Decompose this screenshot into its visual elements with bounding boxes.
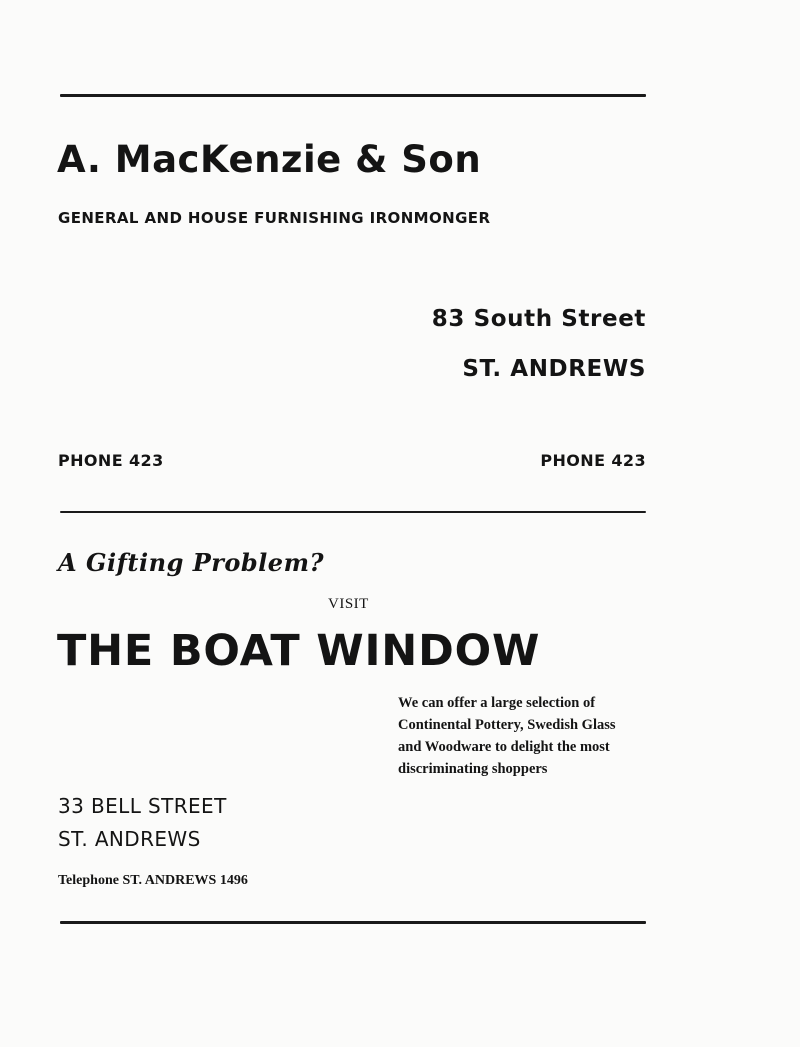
mackenzie-town: ST. ANDREWS bbox=[462, 356, 646, 382]
mackenzie-street-address: 83 South Street bbox=[431, 306, 646, 332]
mackenzie-trade-description: GENERAL AND HOUSE FURNISHING IRONMONGER bbox=[58, 209, 491, 227]
gifting-headline: A Gifting Problem? bbox=[58, 548, 325, 577]
blurb-line: Continental Pottery, Swedish Glass bbox=[398, 717, 616, 733]
boat-window-name: THE BOAT WINDOW bbox=[57, 626, 541, 676]
mackenzie-phone-left: PHONE 423 bbox=[58, 451, 164, 470]
mackenzie-firm-name: A. MacKenzie & Son bbox=[57, 138, 482, 181]
blurb-line: and Woodware to delight the most bbox=[398, 739, 610, 755]
middle-divider bbox=[60, 511, 646, 513]
boat-window-telephone: Telephone ST. ANDREWS 1496 bbox=[58, 873, 248, 888]
mackenzie-phone-right: PHONE 423 bbox=[540, 451, 646, 470]
boat-window-street-address: 33 BELL STREET bbox=[58, 794, 227, 818]
top-divider bbox=[60, 94, 646, 97]
blurb-line: discriminating shoppers bbox=[398, 761, 548, 777]
boat-window-town: ST. ANDREWS bbox=[58, 827, 201, 851]
visit-label: VISIT bbox=[328, 596, 369, 612]
boat-window-blurb bbox=[398, 692, 658, 780]
blurb-line: We can offer a large selection of bbox=[398, 695, 596, 711]
bottom-divider bbox=[60, 921, 646, 924]
